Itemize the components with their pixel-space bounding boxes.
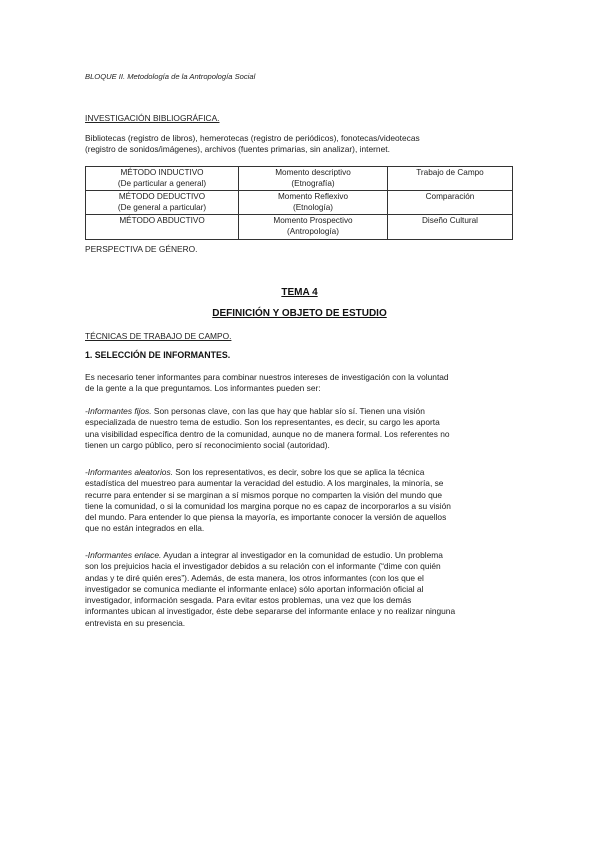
informantes-aleatorios-paragraph <box>85 467 515 535</box>
table-cell <box>86 215 239 239</box>
table-cell <box>86 167 239 191</box>
text-line: Es necesario tener informantes para combinar nuestros intereses de investigación con la voluntad <box>85 372 449 382</box>
text-span: Ayudan a integrar al investigador en la comunidad de estudio. Un problema <box>161 550 443 560</box>
tema-number: TEMA 4 <box>281 287 318 298</box>
informantes-fijos-paragraph <box>85 406 515 451</box>
text-line: investigador, información sesgada. Para evitar estos problemas, una vez que los demás <box>85 595 412 606</box>
text-line <box>85 550 515 561</box>
text-line: (registro de sonidos/imágenes), archivos (fuentes primarias, sin analizar), internet. <box>85 144 390 155</box>
text-line: tiene la comunidad, o si la comunidad los margina porque no es capaz de incorporarlos a su visión <box>85 500 451 511</box>
table-cell <box>239 167 388 191</box>
cell-text: (Etnología) <box>292 202 334 212</box>
cell-text: Diseño Cultural <box>422 216 478 226</box>
cell-text: MÉTODO DEDUCTIVO <box>118 192 206 202</box>
text-line <box>85 467 515 478</box>
text-line: del mundo. Para entender lo que piensa la mayoría, es importante conocer la versión de aquellos <box>85 512 447 523</box>
table-row <box>86 215 513 239</box>
cell-text: (De particular a general) <box>117 178 207 188</box>
table-cell <box>388 191 513 215</box>
table-row <box>86 191 513 215</box>
text-span: Son personas clave, con las que hay que hablar sío sí. Tienen una visión <box>151 406 425 416</box>
section-title-tecnicas: TÉCNICAS DE TRABAJO DE CAMPO. <box>85 331 232 341</box>
table-row <box>86 167 513 191</box>
cell-text: (De general a particular) <box>117 202 207 212</box>
text-line: estadística del muestreo para aumentar la veracidad del estudio. A los marginales, la minoría, se <box>85 478 444 489</box>
cell-text: MÉTODO INDUCTIVO <box>120 168 204 177</box>
subsection-heading: 1. SELECCIÓN DE INFORMANTES. <box>85 350 231 360</box>
text-line: que no están integrados en ella. <box>85 523 205 534</box>
cell-text: (Etnografía) <box>291 178 335 188</box>
tema-title: DEFINICIÓN Y OBJETO DE ESTUDIO <box>212 308 387 319</box>
text-line: tienen un cargo público, pero sí reconocimiento social (autoridad). <box>85 439 330 450</box>
text-line: Bibliotecas (registro de libros), hemerotecas (registro de periódicos), fonotecas/videotecas <box>85 133 420 143</box>
text-line: investigador se comunica mediante el informante enlace) sólo aportan información oficial al <box>85 583 424 594</box>
bibliografica-paragraph <box>85 133 515 156</box>
text-line: son los prejuicios hacia el investigador debidos a su relación con el informante (“dime con quién <box>85 561 441 572</box>
cell-text: Momento descriptivo <box>275 168 351 177</box>
cell-text: Trabajo de Campo <box>416 168 484 177</box>
cell-text: Momento Reflexivo <box>277 192 349 202</box>
text-line: de la gente a la que preguntamos. Los informantes pueden ser: <box>85 383 321 394</box>
lead-term: -Informantes aleatorios. <box>85 467 173 477</box>
lead-term: -Informantes fijos. <box>85 406 152 416</box>
lead-term: -Informantes enlace. <box>85 550 162 560</box>
text-span: Son los representativos, es decir, sobre los que se aplica la técnica <box>172 467 425 477</box>
intro-paragraph <box>85 372 515 395</box>
table-cell <box>388 215 513 239</box>
page-header: BLOQUE II. Metodología de la Antropología Social <box>85 72 256 81</box>
text-line: recurre para entender si se marginan a sí mismos porque no comparten la visión del mundo que <box>85 489 443 500</box>
methods-table <box>85 166 513 240</box>
cell-text: Momento Prospectivo <box>273 216 353 226</box>
text-line <box>85 406 515 417</box>
cell-text: (Antropología) <box>287 226 339 236</box>
informantes-enlace-paragraph <box>85 550 515 629</box>
cell-text: MÉTODO ABDUCTIVO <box>119 216 205 226</box>
text-line: especializada de nuestro tema de estudio. Son los representantes, es decir, su cargo les aporta <box>85 417 440 428</box>
table-cell <box>86 191 239 215</box>
cell-text: Comparación <box>425 192 475 202</box>
text-line: entrevista en su presencia. <box>85 617 186 628</box>
table-cell <box>239 215 388 239</box>
text-line: informantes ubican al investigador, éste debe separarse del informante enlace y no realizar ninguna <box>85 606 456 617</box>
table-cell <box>239 191 388 215</box>
perspectiva-text: PERSPECTIVA DE GÉNERO. <box>85 244 198 254</box>
text-line: una visibilidad específica dentro de la comunidad, aunque no de manera formal. Los referentes no <box>85 428 450 439</box>
section-title-bibliografica: INVESTIGACIÓN BIBLIOGRÁFICA. <box>85 113 220 123</box>
table-cell <box>388 167 513 191</box>
text-line: andas y te diré quién eres”). Además, de esta manera, los otros informantes (con los que el <box>85 572 424 583</box>
